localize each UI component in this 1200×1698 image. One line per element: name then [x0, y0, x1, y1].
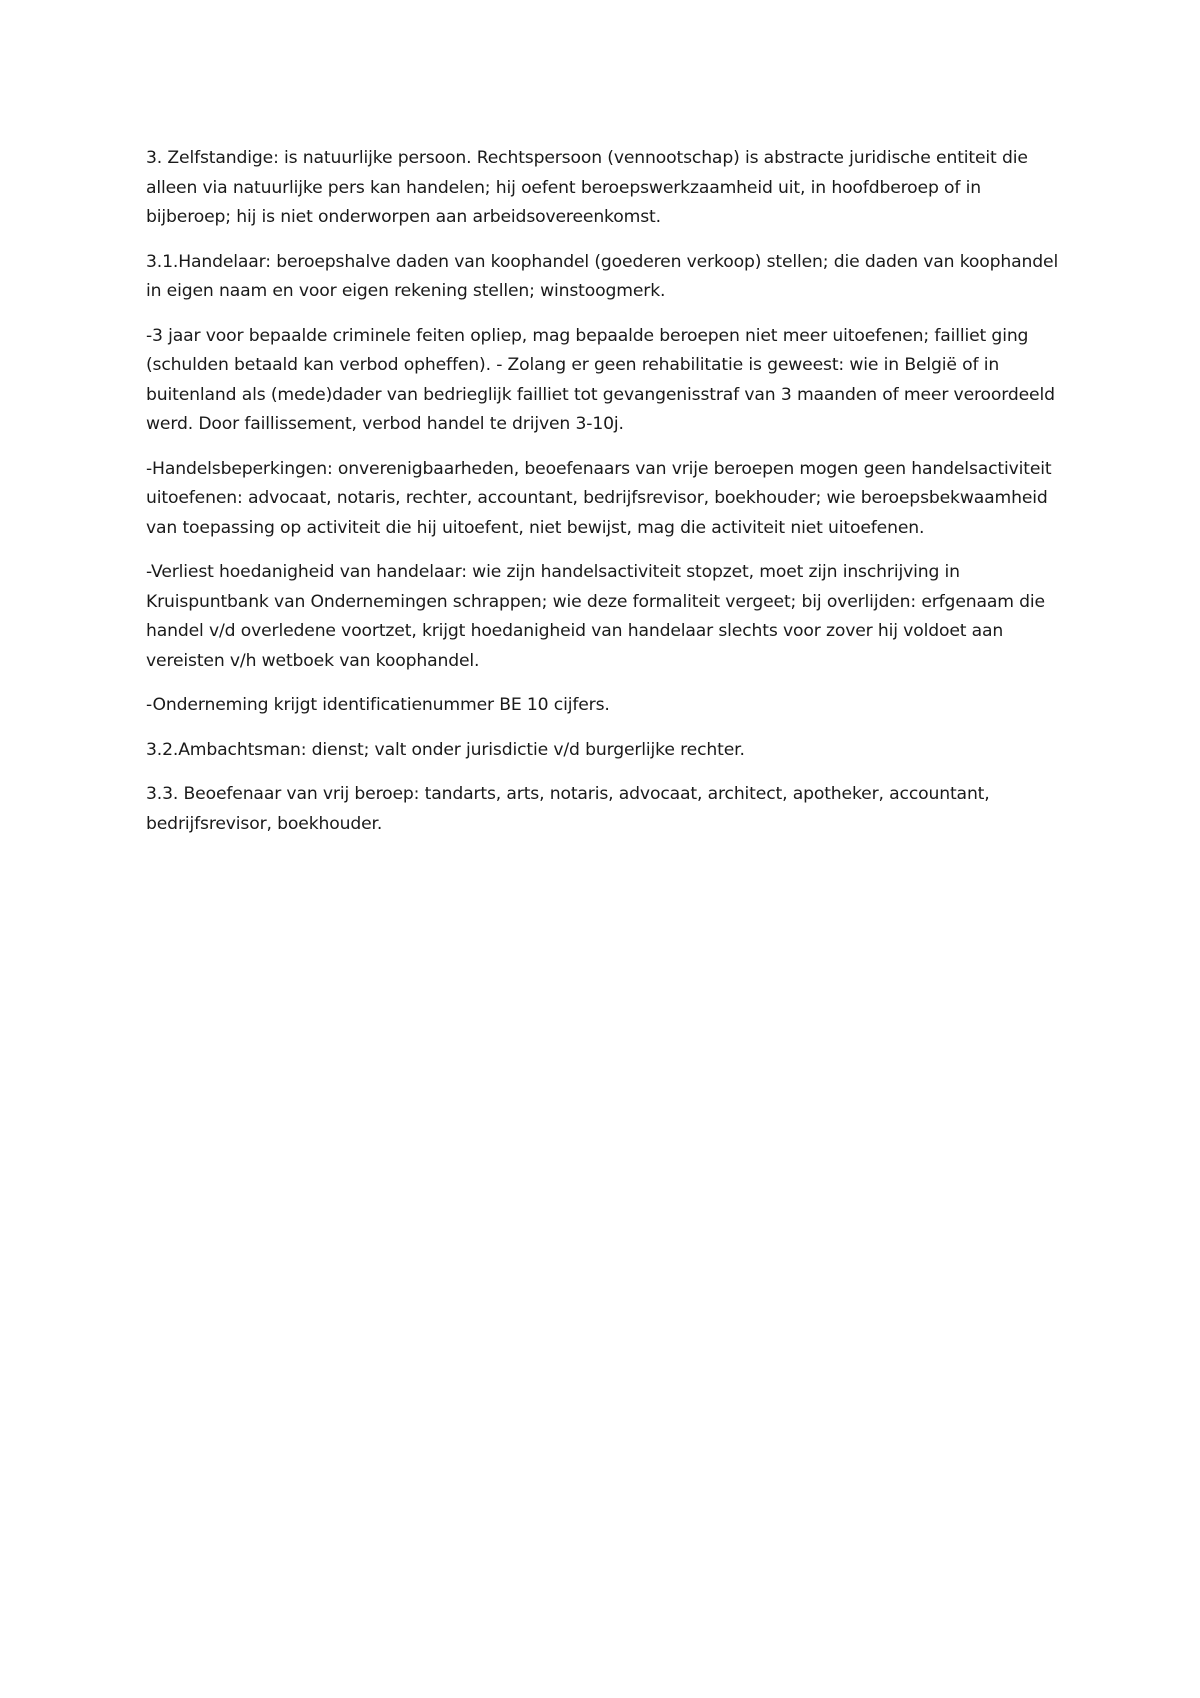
paragraph-criminele-feiten: -3 jaar voor bepaalde criminele feiten opliep, mag bepaalde beroepen niet meer uitoefenen; failliet ging (schulden betaald kan verbod opheffen). - Zolang er geen rehabilitatie is geweest: wie in België of in buitenland als (mede)dader van bedrieglijk failliet tot gevangenisstraf van 3 maanden of meer veroordeeld werd. Door faillissement, verbod handel te drijven 3-10j.	[146, 325, 1055, 434]
document-body	[146, 144, 1066, 854]
paragraph-handelsbeperkingen: -Handelsbeperkingen: onverenigbaarheden, beoefenaars van vrije beroepen mogen geen handelsactiviteit uitoefenen: advocaat, notaris, rechter, accountant, bedrijfsrevisor, boekhouder; wie beroepsbekwaamheid van toepassing op activiteit die hij uitoefent, niet bewijst, mag die activiteit niet uitoefenen.	[146, 458, 1052, 538]
paragraph-verliest-hoedanigheid: -Verliest hoedanigheid van handelaar: wie zijn handelsactiviteit stopzet, moet zijn inschrijving in Kruispuntbank van Ondernemingen schrappen; wie deze formaliteit vergeet; bij overlijden: erfgenaam die handel v/d overledene voortzet, krijgt hoedanigheid van handelaar slechts voor zover hij voldoet aan vereisten v/h wetboek van koophandel.	[146, 562, 1045, 671]
paragraph-handelaar: 3.1.Handelaar: beroepshalve daden van koophandel (goederen verkoop) stellen; die daden van koophandel in eigen naam en voor eigen rekening stellen; winstoogmerk.	[146, 251, 1059, 301]
paragraph-vrij-beroep: 3.3. Beoefenaar van vrij beroep: tandarts, arts, notaris, advocaat, architect, apotheker, accountant, bedrijfsrevisor, boekhouder.	[146, 784, 990, 834]
paragraph-zelfstandige: 3. Zelfstandige: is natuurlijke persoon. Rechtspersoon (vennootschap) is abstracte juridische entiteit die alleen via natuurlijke pers kan handelen; hij oefent beroepswerkzaamheid uit, in hoofdberoep of in bijberoep; hij is niet onderworpen aan arbeidsovereenkomst.	[146, 148, 1028, 227]
paragraph-ambachtsman: 3.2.Ambachtsman: dienst; valt onder jurisdictie v/d burgerlijke rechter.	[146, 739, 745, 760]
paragraph-identificatienummer: -Onderneming krijgt identificatienummer BE 10 cijfers.	[146, 695, 610, 715]
